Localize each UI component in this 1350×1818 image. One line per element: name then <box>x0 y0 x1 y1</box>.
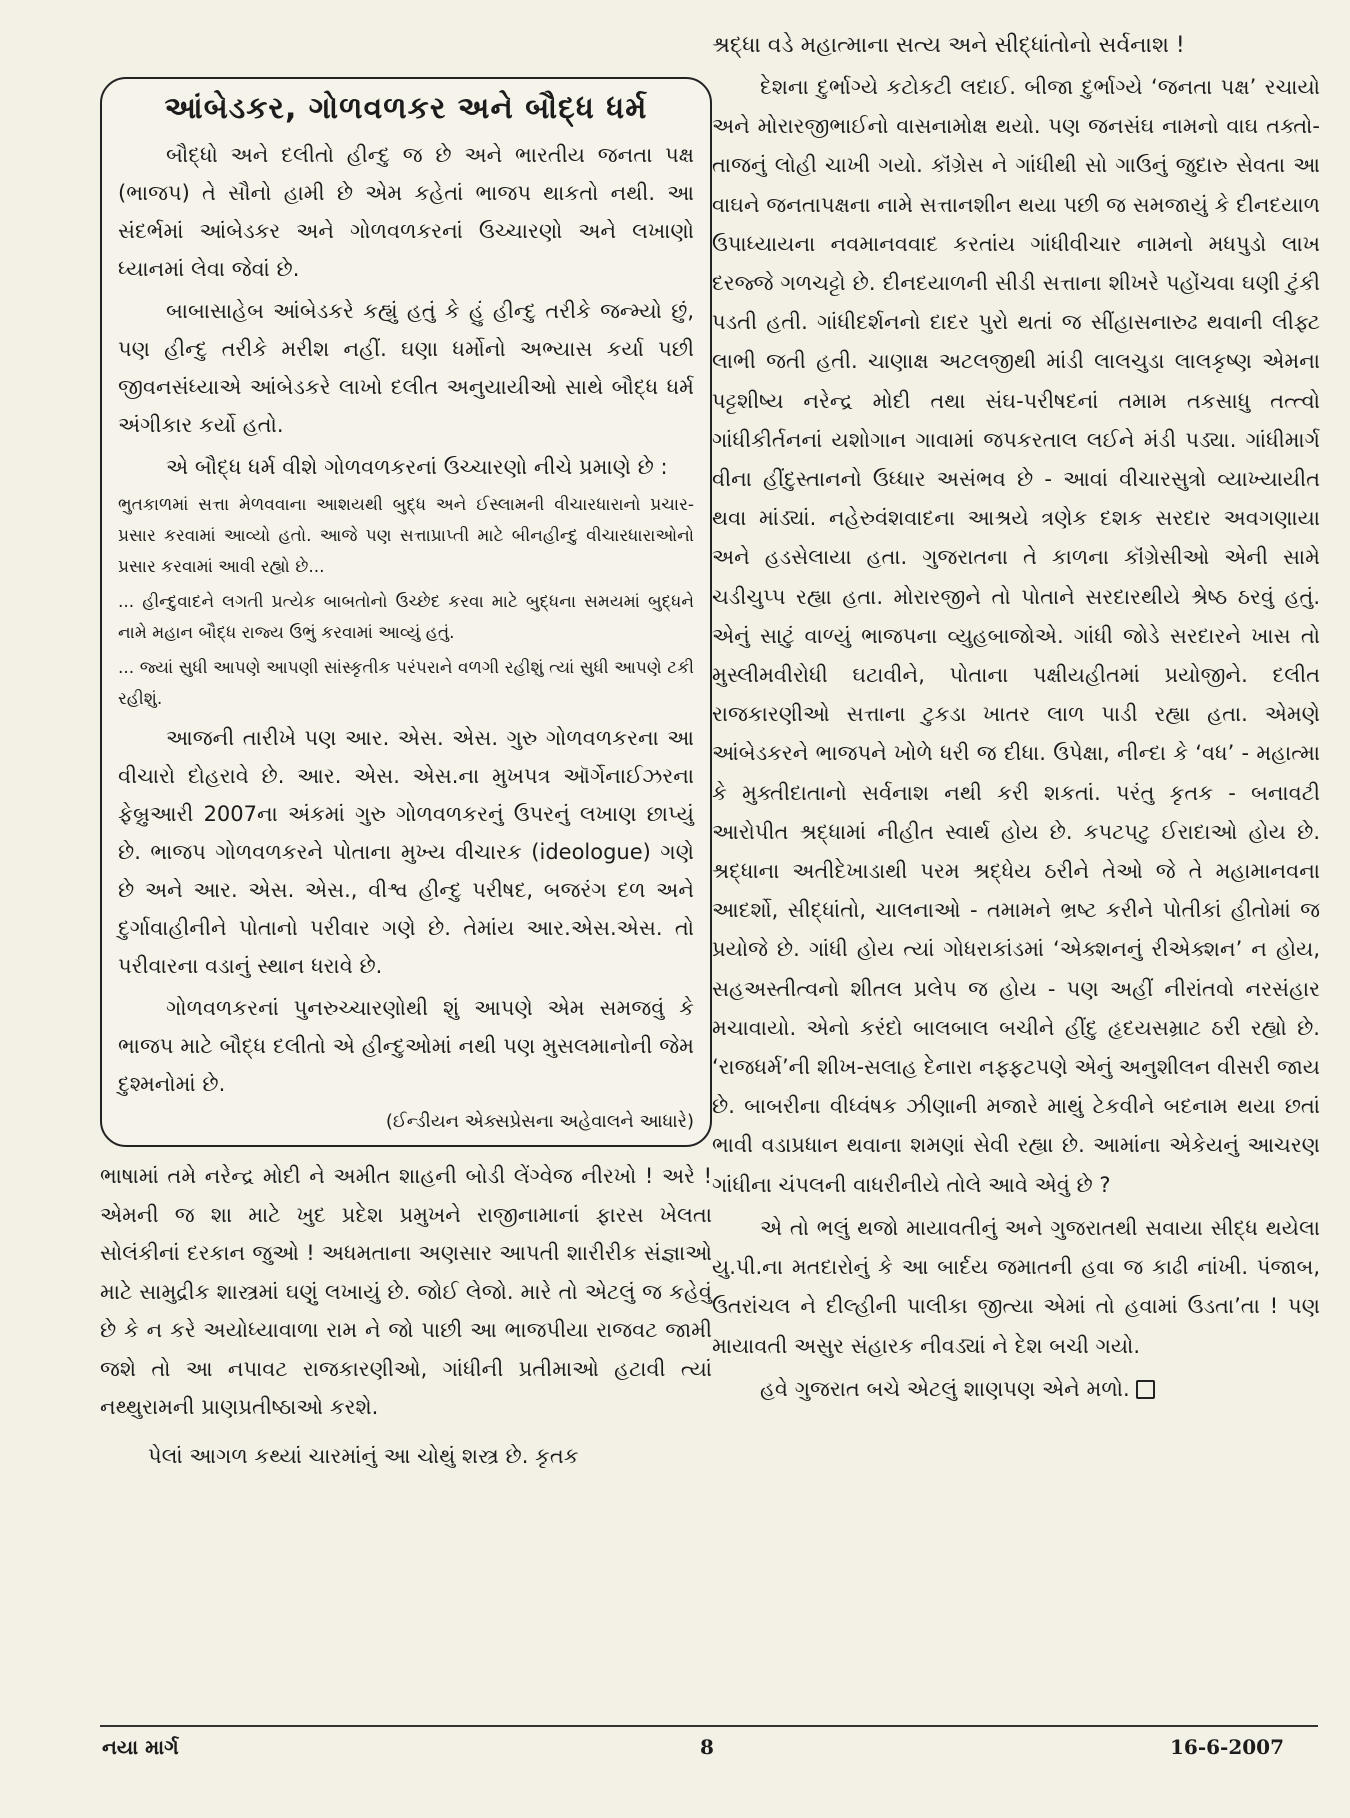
left-paragraph: પેલાં આગળ કથ્યાં ચારમાંનું આ ચોથું શસ્ત્ર છે. કૃતક <box>148 1443 579 1468</box>
left-paragraph: ભાષામાં તમે નરેન્દ્ર મોદી ને અમીત શાહની બોડી લેંગ્વેજ નીરખો ! અરે ! એમની જ શા માટે ખુદ પ્રદેશ પ્રમુખને રાજીનામાનાં ફારસ ખેલતા સોલંકીનાં દરકાન જુઓ ! અધમતાના અણસાર આપતી શારીરીક સંજ્ઞાઓ માટે સામુદ્રીક શાસ્ત્રમાં ઘણું લખાયું છે. જોઈ લેજો. મારે તો એટલું જ કહેવું છે કે ન કરે અયોધ્યાવાળા રામ ને જો પાછી આ ભાજપીયા રાજવટ જામી જશે તો આ નપાવટ રાજકારણીઓ, ગાંધીની પ્રતીમાઓ હટાવી ત્યાં નથ્થુરામની પ્રાણપ્રતીષ્ઠાઓ કરશે. <box>100 1164 712 1419</box>
right-column <box>712 30 1320 1409</box>
box-paragraph: બૌદ્ધો અને દલીતો હીન્દુ જ છે અને ભારતીય જનતા પક્ષ (ભાજપ) તે સૌનો હામી છે એમ કહેતાં ભાજપ થાકતો નથી. આ સંદર્ભમાં આંબેડકર અને ગોળવળકરનાં ઉચ્ચારણો અને લખાણો ધ્યાનમાં લેવા જેવાં છે. <box>118 143 694 281</box>
box-source: (ઈન્ડીયન એક્સપ્રેસના અહેવાલને આધારે) <box>385 1111 694 1132</box>
right-paragraph-end <box>712 1370 1320 1409</box>
article-heading: શ્રદ્ધા વડે મહાત્માના સત્ય અને સીદ્ધાંતોનો સર્વનાશ ! <box>712 33 1185 58</box>
box-paragraph: બાબાસાહેબ આંબેડકરે કહ્યું હતું કે હું હીન્દુ તરીકે જન્મ્યો છું, પણ હીન્દુ તરીકે મરીશ નહીં. ઘણા ધર્મોનો અભ્યાસ કર્યા પછી જીવનસંધ્યાએ આંબેડકરે લાખો દલીત અનુયાયીઓ સાથે બૌદ્ધ ધર્મ અંગીકાર કર્યો હતો. <box>118 299 694 437</box>
footer-rule <box>100 1725 1318 1727</box>
right-paragraph: એ તો ભલું થજો માયાવતીનું અને ગુજરાતથી સવાયા સીદ્ધ થયેલા યુ.પી.ના મતદારોનું કે આ બાર્દય જમાતની હવા જ કાઢી નાંખી. પંજાબ, ઉતરાંચલ ને દીલ્હીની પાલીકા જીત્યા એમાં તો હવામાં ઉડતા’તા ! પણ માયાવતી અસુર સંહારક નીવડ્યાં ને દેશ બચી ગયો. <box>712 1215 1320 1358</box>
boxed-article <box>100 77 712 1147</box>
quote-paragraph: ભુતકાળમાં સત્તા મેળવવાના આશયથી બુદ્ધ અને ઈસ્લામની વીચારધારાનો પ્રચાર-પ્રસાર કરવામાં આવ્યો હતો. આજે પણ સત્તાપ્રાપ્તી માટે બીનહીન્દુ વીચારધારાઓનો પ્રસાર કરવામાં આવી રહ્યો છે... <box>118 495 694 577</box>
box-paragraph: ગોળવળકરનાં પુનરુચ્ચારણોથી શું આપણે એમ સમજવું કે ભાજપ માટે બૌદ્ધ દલીતો એ હીન્દુઓમાં નથી પણ મુસલમાનોની જેમ દુશ્મનોમાં છે. <box>118 996 694 1096</box>
quote-paragraph: ... હીન્દુવાદને લગતી પ્રત્યેક બાબતોનો ઉચ્છેદ કરવા માટે બુદ્ધના સમયમાં બુદ્ધને નામે મહાન બૌદ્ધ રાજ્ય ઉભું કરવામાં આવ્યું હતું. <box>118 592 694 643</box>
box-title: આંબેડકર, ગોળવળકર અને બૌદ્ધ ધર્મ <box>164 91 648 126</box>
left-column <box>100 55 712 1475</box>
box-paragraph: એ બૌદ્ધ ધર્મ વીશે ગોળવળકરનાં ઉચ્ચારણો નીચે પ્રમાણે છે : <box>166 455 668 479</box>
closing-line: હવે ગુજરાત બચે એટલું શાણપણ એને મળો. <box>760 1376 1130 1401</box>
footer-page-number: 8 <box>700 1735 714 1759</box>
footer-date: 16-6-2007 <box>1170 1735 1285 1759</box>
right-paragraph: દેશના દુર્ભાગ્યે કટોકટી લદાઈ. બીજા દુર્ભાગ્યે ‘જનતા પક્ષ’ રચાયો અને મોરારજીભાઈનો વાસનામોક્ષ થયો. પણ જનસંઘ નામનો વાઘ તક્તો-તાજનું લોહી ચાખી ગયો. કૉંગ્રેસ ને ગાંધીથી સો ગાઉનું જુદારુ સેવતા આ વાઘને જનતાપક્ષના નામે સત્તાનશીન થયા પછી જ સમજાયું કે દીનદયાળ ઉપાધ્યાયના નવમાનવવાદ કરતાંય ગાંધીવીચાર નામનો મધપુડો લાખ દરજ્જે ગળચટ્ટો છે. દીનદયાળની સીડી સત્તાના શીખરે પહોંચવા ઘણી ટુંકી પડતી હતી. ગાંધીદર્શનનો દાદર પુરો થતાં જ સીંહાસનારુઢ થવાની લીફ્ટ લાભી જતી હતી. ચાણાક્ષ અટલજીથી માંડી લાલચુડા લાલકૃષ્ણ એમના પટ્ટશીષ્ય નરેન્દ્ર મોદી તથા સંઘ-પરીષદનાં તમામ તકસાધુ તત્ત્વો ગાંધીકીર્તનનાં યશોગાન ગાવામાં જપકરતાલ લઈને મંડી પડ્યા. ગાંધીમાર્ગ વીના હીંદુસ્તાનનો ઉધ્ધાર અસંભવ છે - આવાં વીચારસુત્રો વ્યાખ્યાયીત થવા માંડ્યાં. નહેરુવંશવાદના આશ્રયે ત્રણેક દશક સરદાર અવગણાયા અને હડસેલાયા હતા. ગુજરાતના તે કાળના કૉંગ્રેસીઓ એની સામે ચડીચુપ્પ રહ્યા હતા. મોરારજીને તો પોતાને સરદારથીયે શ્રેષ્ઠ ઠરવું હતું. એનું સાટું વાળ્યું ભાજપના વ્યુહબાજોએ. ગાંધી જોડે સરદારને ખાસ તો મુસ્લીમવીરોધી ઘટાવીને, પોતાના પક્ષીયહીતમાં પ્રયોજીને. દલીત રાજકારણીઓ સત્તાના ટુકડા ખાતર લાળ પાડી રહ્યા હતા. એમણે આંબેડકરને ભાજપને ખોળે ધરી જ દીધા. ઉપેક્ષા, નીન્દા કે ‘વધ’ - મહાત્મા કે મુક્તીદાતાનો સર્વનાશ નથી કરી શકતાં. પરંતુ કૃતક - બનાવટી આરોપીત શ્રદ્ધામાં નીહીત સ્વાર્થ હોય છે. કપટપટુ ઈરાદાઓ હોય છે. શ્રદ્ધાના અતીદેખાડાથી પરમ શ્રદ્ધેય ઠરીને તેઓ જે તે મહામાનવના આદર્શો, સીદ્ધાંતો, ચાલનાઓ - તમામને ભ્રષ્ટ કરીને પોતીકાં હીતોમાં જ પ્રયોજે છે. ગાંધી હોય ત્યાં ગોધરાકાંડમાં ‘એક્શનનું રીએક્શન’ ન હોય, સહઅસ્તીત્વનો શીતલ પ્રલેપ જ હોય - પણ અહીં નીરાંતવો નરસંહાર મચાવાયો. એનો કરંદો બાલબાલ બચીને હીંદુ હૃદયસમ્રાટ ઠરી રહ્યો છે. ‘રાજધર્મ’ની શીખ-સલાહ દેનારા નફ્ફટપણે એનું અનુશીલન વીસરી જાય છે. બાબરીના વીધ્વંષક ઝીણાની મજારે માથું ટેકવીને બદનામ થયા છતાં ભાવી વડાપ્રધાન થવાના શમણાં સેવી રહ્યા છે. આમાંના એકેયનું આચરણ ગાંધીના ચંપલની વાધરીનીયે તોલે આવે એવું છે ? <box>712 75 1320 1197</box>
box-paragraph: આજની તારીખે પણ આર. એસ. એસ. ગુરુ ગોળવળકરના આ વીચારો દોહરાવે છે. આર. એસ. એસ.ના મુખપત્ર ઑર્ગેનાઈઝરના ફેબ્રુઆરી 2007ના અંકમાં ગુરુ ગોળવળકરનું ઉપરનું લખાણ છાપ્યું છે. ભાજપ ગોળવળકરને પોતાના મુખ્ય વીચારક (ideologue) ગણે છે અને આર. એસ. એસ., વીશ્વ હીન્દુ પરીષદ, બજરંગ દળ અને દુર્ગાવાહીનીને પોતાનો પરીવાર ગણે છે. તેમાંય આર.એસ.એસ. તો પરીવારના વડાનું સ્થાન ધરાવે છે. <box>118 726 694 978</box>
footer-magazine-name: નયા માર્ગ <box>102 1735 179 1759</box>
quote-paragraph: ... જ્યાં સુધી આપણે આપણી સાંસ્કૃતીક પરંપરાને વળગી રહીશું ત્યાં સુધી આપણે ટકી રહીશું. <box>118 658 694 709</box>
end-square-icon <box>1136 1380 1155 1399</box>
